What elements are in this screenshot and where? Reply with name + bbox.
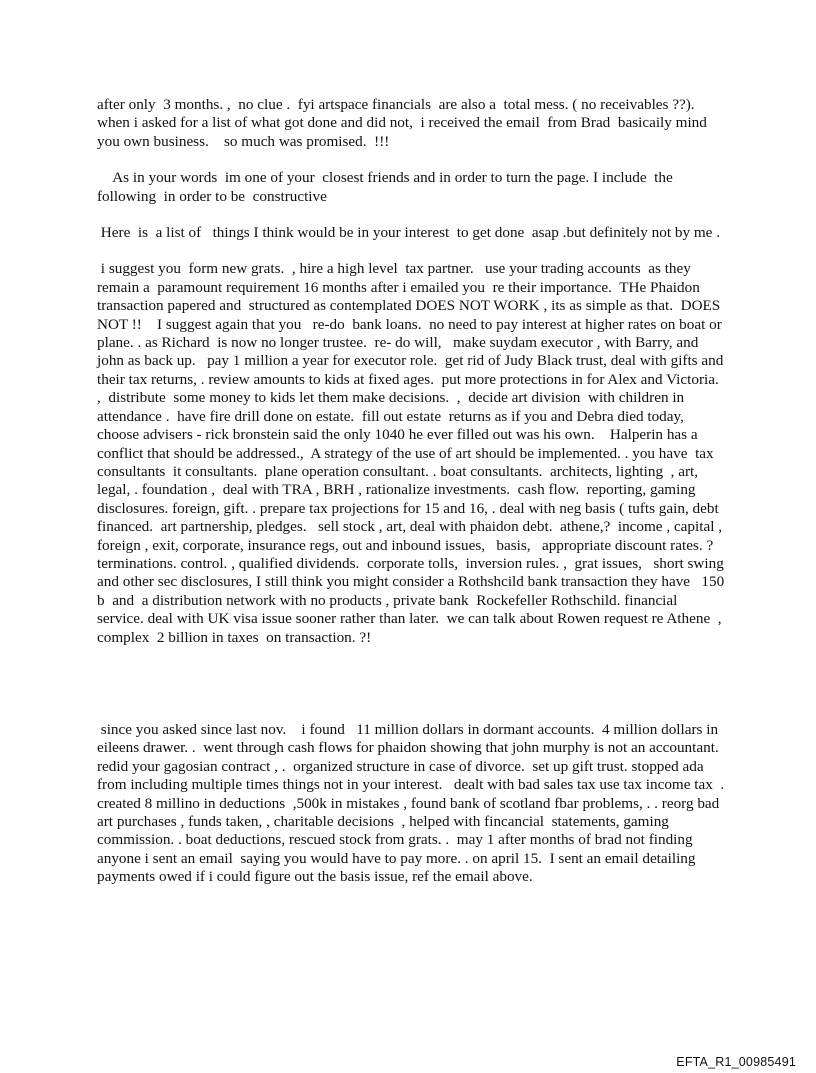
paragraph-accomplishments: since you asked since last nov. i found 11 million dollars in dormant accounts. 4 million dollars in eileens drawer. . went through cash flows for phaidon showing that john murphy is not an accountant. redid your gagosian contract , . organized structure in case of divorce. set up gift trust. stopped ada from including multiple times things not in your interest. dealt with bad sales tax use tax income tax . created 8 millino in deductions ,500k in mistakes , found bank of scotland fbar problems, . . reorg bad art purchases , funds taken, , charitable decisions , helped with fincancial statements, gaming commission. . boat deductions, rescued stock from grats. . may 1 after months of brad not finding anyone i sent an email saying you would have to pay more. . on april 15. I sent an email detailing payments owed if i could figure out the basis issue, ref the email above. xyxy=(97,720,734,886)
paragraph-closest-friends: As in your words im one of your closest friends and in order to turn the page. I include the following in order to be constructive xyxy=(97,169,677,205)
paragraph-opening: after only 3 months. , no clue . fyi artspace financials are also a total mess. ( no receivables ??). when i asked for a list of what got done and did not, i received the email from Brad basicaily mind you own business. so much was promised. !!! xyxy=(97,96,711,150)
paragraph-suggestions: i suggest you form new grats. , hire a high level tax partner. use your trading accounts as they remain a paramount requirement 16 months after i emailed you re their importance. THe Phaidon transaction papered and structured as contemplated DOES NOT WORK , its as simple as that. DOES NOT !! I suggest again that you re-do bank loans. no need to pay interest at higher rates on boat or plane. . as Richard is now no longer trustee. re- do will, make suydam executor , with Barry, and john as back up. pay 1 million a year for executor role. get rid of Judy Black trust, deal with gifts and their tax returns, . review amounts to kids at fixed ages. put more protections in for Alex and Victoria. , distribute some money to kids let them make decisions. , decide art division with children in attendance . have fire drill done on estate. fill out estate returns as if you and Debra died today, choose advisers - rick bronstein said the only 1040 he ever filled out was his own. Halperin has a conflict that should be addressed., A strategy of the use of art should be implemented. . you have tax consultants it consultants. plane operation consultant. . boat consultants. architects, lighting , art, legal, . foundation , deal with TRA , BRH , rationalize investments. cash flow. reporting, gaming disclosures. foreign, gift. . prepare tax projections for 15 and 16, . deal with neg basis ( tufts gain, debt financed. art partnership, pledges. sell stock , art, deal with phaidon debt. athene,? income , capital , foreign , exit, corporate, insurance regs, out and inbound issues, basis, appropriate discount rates. ? terminations. control. , qualified dividends. corporate tolls, inversion rules. , grat issues, short swing and other sec disclosures, I still think you might consider a Rothshcild bank transaction they have 150 b and a distribution network with no products , private bank Rockefeller Rothschild. financial service. deal with UK visa issue sooner rather than later. we can talk about Rowen request re Athene , complex 2 billion in taxes on transaction. ?! xyxy=(97,260,729,646)
document-page xyxy=(97,96,734,887)
paragraph-list-intro: Here is a list of things I think would be in your interest to get done asap .but definitely not by me . xyxy=(97,224,720,242)
document-id-footer: EFTA_R1_00985491 xyxy=(676,1055,796,1069)
